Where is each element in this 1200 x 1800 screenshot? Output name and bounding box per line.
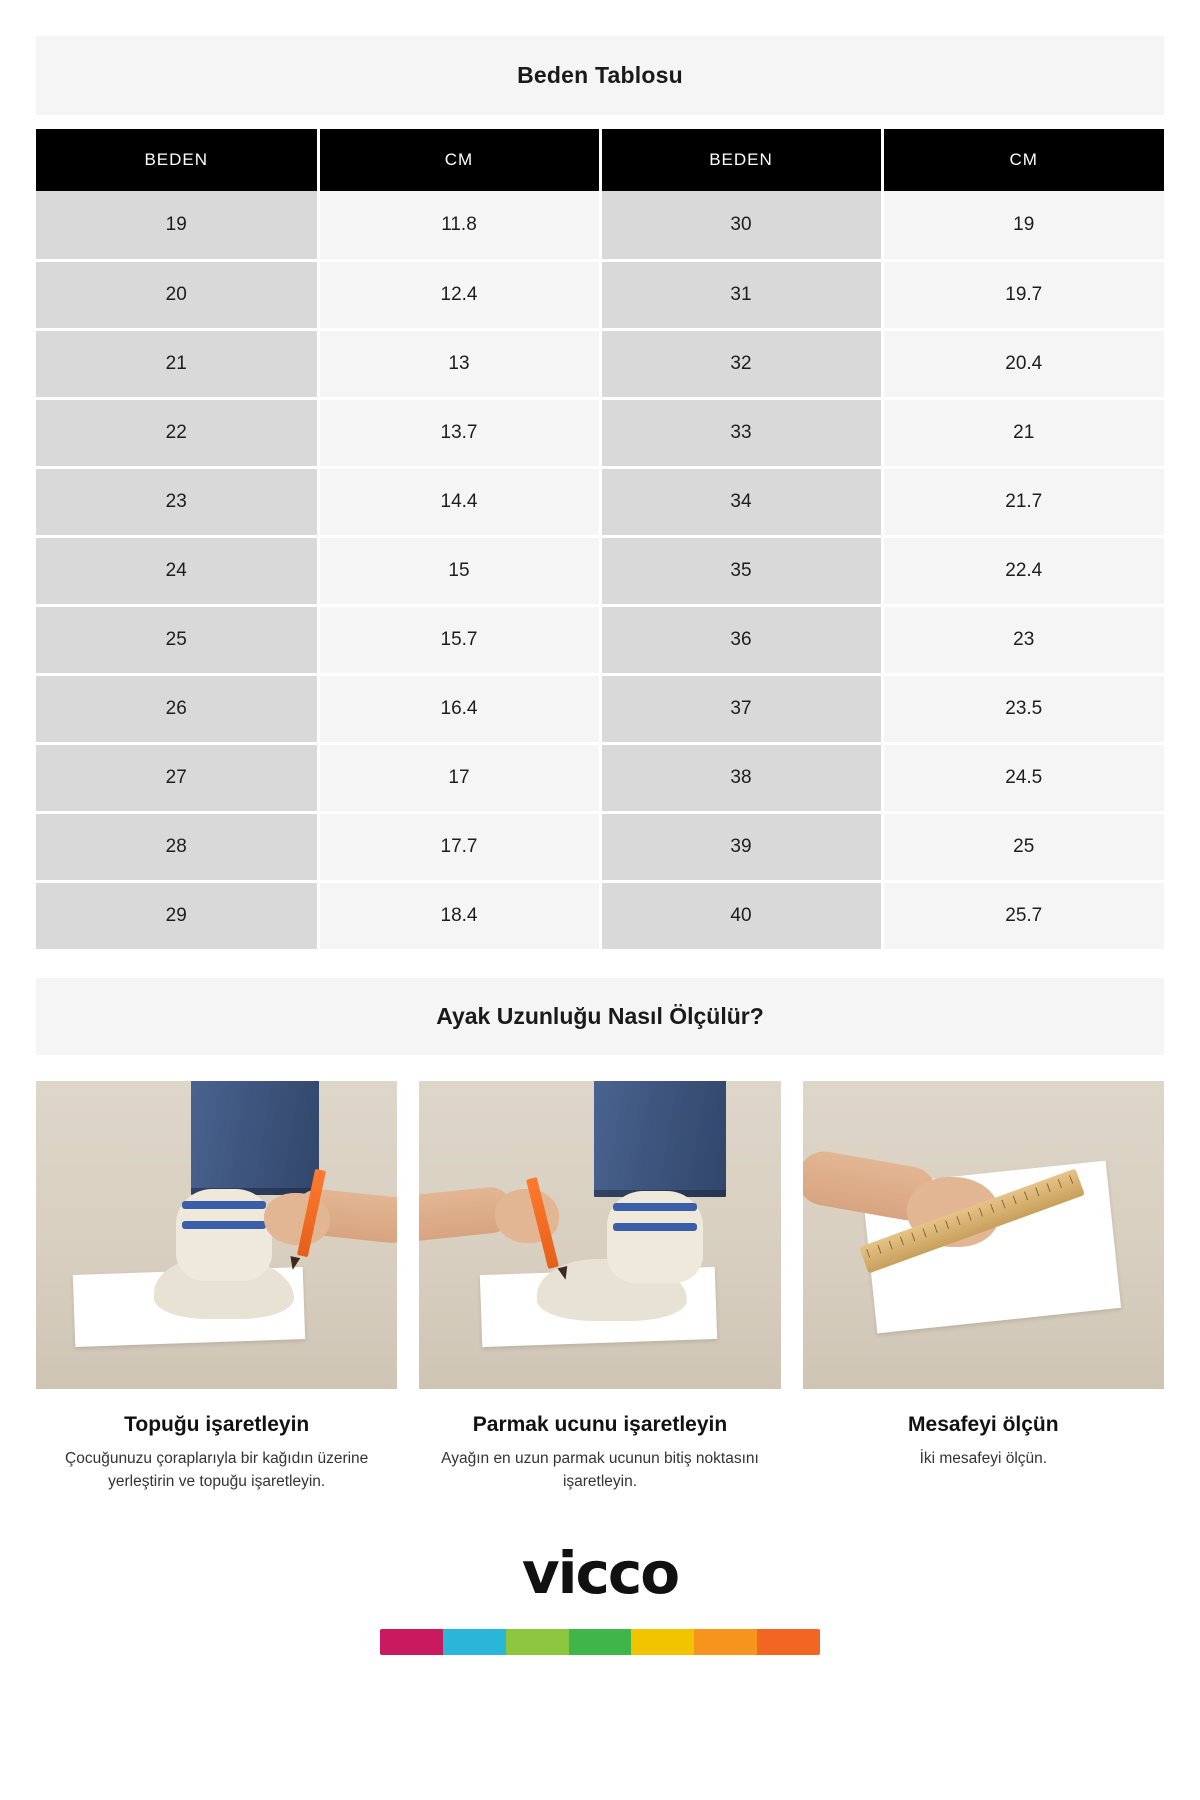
step-description: Ayağın en uzun parmak ucunun bitiş noktasını işaretleyin. bbox=[441, 1449, 759, 1490]
jeans-leg bbox=[191, 1081, 319, 1195]
cell-size: 37 bbox=[600, 674, 882, 743]
cell-cm: 13.7 bbox=[318, 398, 600, 467]
step-heading: Parmak ucunu işaretleyin bbox=[472, 1412, 728, 1436]
table-row bbox=[36, 881, 1164, 950]
cell-cm: 17.7 bbox=[318, 812, 600, 881]
cell-cm: 21.7 bbox=[882, 467, 1164, 536]
color-swatch-5 bbox=[631, 1629, 694, 1655]
color-swatch-7 bbox=[757, 1629, 820, 1655]
cell-size: 39 bbox=[600, 812, 882, 881]
cell-cm: 19 bbox=[882, 191, 1164, 260]
cell-cm: 24.5 bbox=[882, 743, 1164, 812]
cell-cm: 18.4 bbox=[318, 881, 600, 950]
cell-size: 28 bbox=[36, 812, 318, 881]
table-row bbox=[36, 674, 1164, 743]
cell-cm: 23 bbox=[882, 605, 1164, 674]
cell-cm: 22.4 bbox=[882, 536, 1164, 605]
page-title: Beden Tablosu bbox=[36, 36, 1164, 115]
step-description: Çocuğunuzu çoraplarıyla bir kağıdın üzerine yerleştirin ve topuğu işaretleyin. bbox=[65, 1449, 369, 1490]
table-row bbox=[36, 329, 1164, 398]
cell-cm: 23.5 bbox=[882, 674, 1164, 743]
cell-size: 27 bbox=[36, 743, 318, 812]
cell-size: 24 bbox=[36, 536, 318, 605]
cell-cm: 13 bbox=[318, 329, 600, 398]
cell-size: 26 bbox=[36, 674, 318, 743]
step-mark-toe bbox=[419, 1081, 780, 1494]
cell-cm: 20.4 bbox=[882, 329, 1164, 398]
color-swatch-2 bbox=[443, 1629, 506, 1655]
table-row bbox=[36, 398, 1164, 467]
cell-cm: 14.4 bbox=[318, 467, 600, 536]
hand bbox=[264, 1193, 330, 1245]
cell-size: 40 bbox=[600, 881, 882, 950]
howto-steps bbox=[36, 1081, 1164, 1494]
cell-cm: 11.8 bbox=[318, 191, 600, 260]
brand-logo: vicco bbox=[521, 1539, 679, 1607]
brand-color-bar bbox=[380, 1629, 820, 1655]
cell-size: 31 bbox=[600, 260, 882, 329]
table-header bbox=[36, 129, 1164, 191]
cell-cm: 19.7 bbox=[882, 260, 1164, 329]
sock-stripe bbox=[613, 1223, 697, 1231]
sock-stripe bbox=[613, 1203, 697, 1211]
cell-cm: 12.4 bbox=[318, 260, 600, 329]
cell-size: 36 bbox=[600, 605, 882, 674]
color-swatch-3 bbox=[506, 1629, 569, 1655]
table-row bbox=[36, 812, 1164, 881]
cell-size: 33 bbox=[600, 398, 882, 467]
footer bbox=[36, 1539, 1164, 1655]
cell-cm: 15 bbox=[318, 536, 600, 605]
cell-size: 19 bbox=[36, 191, 318, 260]
cell-cm: 25.7 bbox=[882, 881, 1164, 950]
marking-toe-photo bbox=[419, 1081, 780, 1389]
step-heading: Topuğu işaretleyin bbox=[124, 1412, 310, 1436]
table-row bbox=[36, 536, 1164, 605]
cell-cm: 21 bbox=[882, 398, 1164, 467]
cell-size: 38 bbox=[600, 743, 882, 812]
cell-size: 25 bbox=[36, 605, 318, 674]
table-row bbox=[36, 191, 1164, 260]
page-content bbox=[36, 0, 1164, 1655]
color-swatch-4 bbox=[569, 1629, 632, 1655]
column-header-cm-1: CM bbox=[318, 129, 600, 191]
cell-cm: 15.7 bbox=[318, 605, 600, 674]
table-row bbox=[36, 743, 1164, 812]
color-swatch-6 bbox=[694, 1629, 757, 1655]
column-header-beden-2: BEDEN bbox=[600, 129, 882, 191]
step-mark-heel bbox=[36, 1081, 397, 1494]
cell-cm: 16.4 bbox=[318, 674, 600, 743]
step-measure-distance bbox=[803, 1081, 1164, 1494]
cell-size: 35 bbox=[600, 536, 882, 605]
step-description: İki mesafeyi ölçün. bbox=[919, 1449, 1048, 1467]
sock-stripe bbox=[182, 1221, 266, 1229]
marking-heel-photo bbox=[36, 1081, 397, 1389]
size-chart-table bbox=[36, 129, 1164, 952]
cell-cm: 17 bbox=[318, 743, 600, 812]
cell-cm: 25 bbox=[882, 812, 1164, 881]
cell-size: 29 bbox=[36, 881, 318, 950]
table-body bbox=[36, 191, 1164, 950]
color-swatch-1 bbox=[380, 1629, 443, 1655]
sock-stripe bbox=[182, 1201, 266, 1209]
column-header-cm-2: CM bbox=[882, 129, 1164, 191]
table-header-row bbox=[36, 129, 1164, 191]
column-header-beden-1: BEDEN bbox=[36, 129, 318, 191]
table-row bbox=[36, 605, 1164, 674]
measuring-distance-photo bbox=[803, 1081, 1164, 1389]
cell-size: 21 bbox=[36, 329, 318, 398]
step-heading: Mesafeyi ölçün bbox=[908, 1412, 1059, 1436]
cell-size: 22 bbox=[36, 398, 318, 467]
cell-size: 32 bbox=[600, 329, 882, 398]
table-row bbox=[36, 467, 1164, 536]
cell-size: 20 bbox=[36, 260, 318, 329]
cell-size: 34 bbox=[600, 467, 882, 536]
cell-size: 23 bbox=[36, 467, 318, 536]
jeans-leg bbox=[594, 1081, 726, 1197]
howto-section-title: Ayak Uzunluğu Nasıl Ölçülür? bbox=[36, 978, 1164, 1055]
cell-size: 30 bbox=[600, 191, 882, 260]
table-row bbox=[36, 260, 1164, 329]
